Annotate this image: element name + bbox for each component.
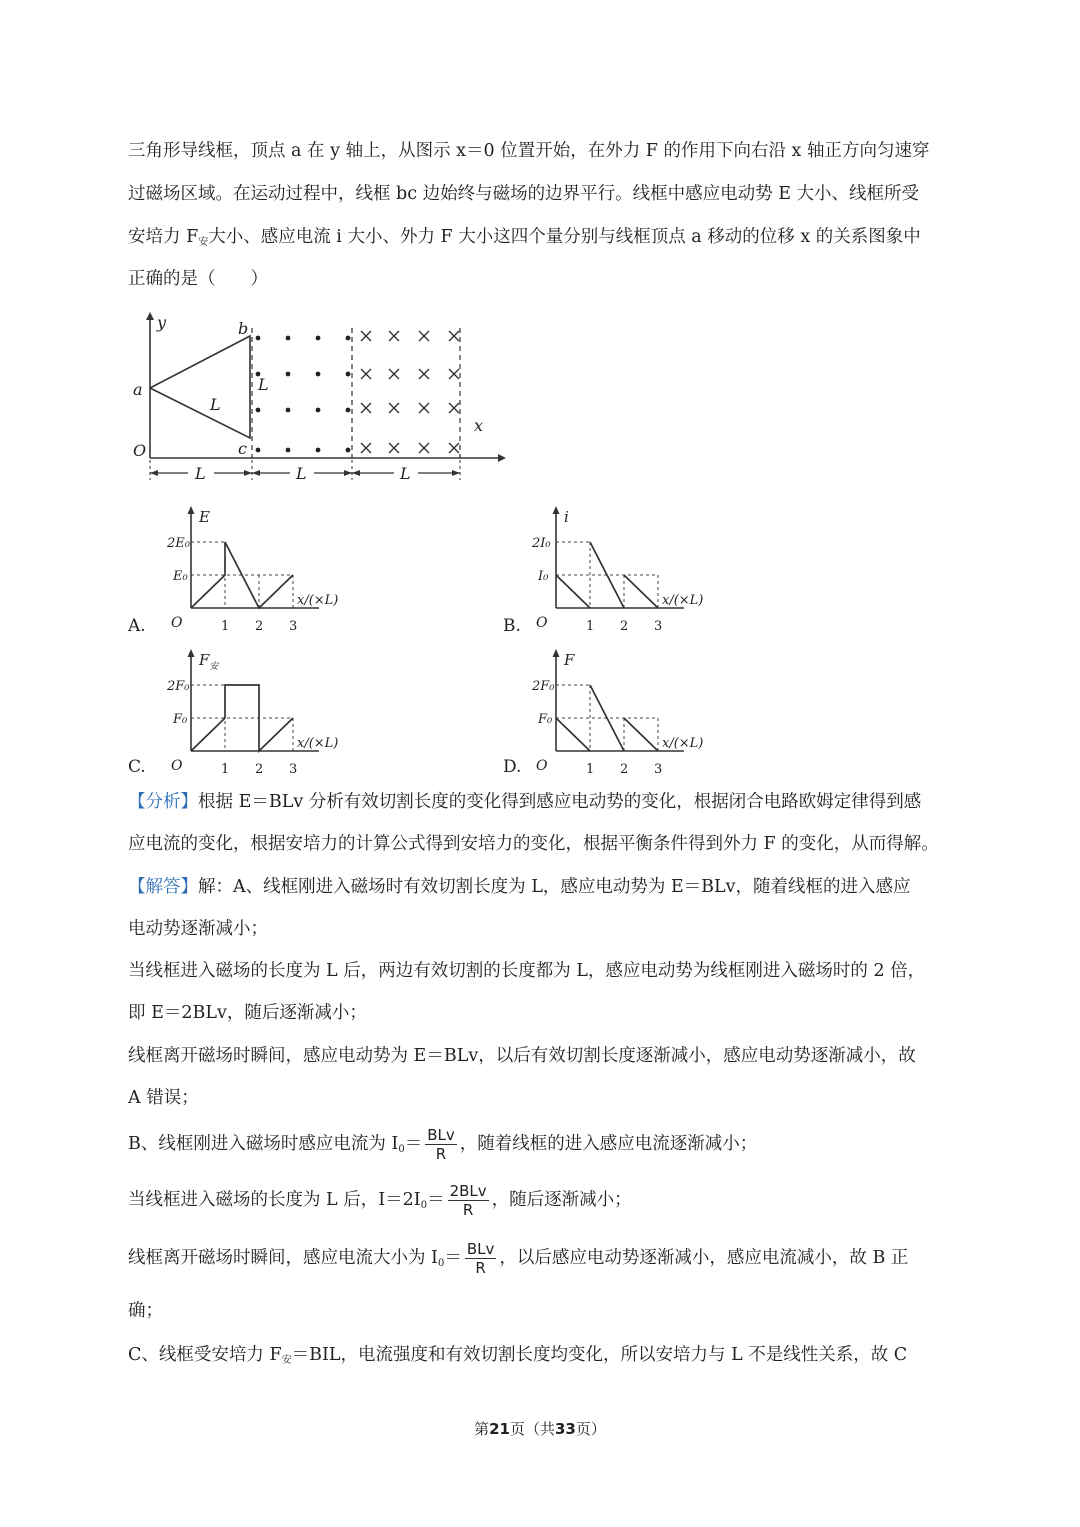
option-a-label: A.: [128, 616, 146, 636]
fraction-2blv-r: $\frac{\text{2BLv}}{R}$: [449, 1182, 487, 1219]
fraction-blv-r: $\frac{\text{BLv}}{R}$: [427, 1126, 455, 1163]
y-tick-2: 2F₀: [532, 679, 555, 694]
option-b-chart: [530, 502, 710, 632]
x-tick-3: 3: [654, 619, 663, 632]
label-y: y: [157, 313, 167, 332]
label-b: b: [238, 319, 249, 338]
option-d-chart: [530, 645, 710, 775]
x-tick-1: 1: [221, 762, 230, 775]
label-c: c: [238, 439, 247, 458]
label-L2: L: [296, 464, 307, 483]
y-axis-label-sub: 安: [209, 662, 219, 672]
label-L-side: L: [258, 375, 269, 394]
answer-line-8: 当线框进入磁场的长度为 L 后，$I=2I_0=$ $\frac{\text{2BLv}}{R}$ ，随后逐渐减小；: [128, 1182, 632, 1219]
series-line-1: [556, 575, 590, 608]
option-c-chart: [165, 645, 345, 775]
y-axis-label: E: [199, 508, 210, 526]
answer-line-5: 线框离开磁场时瞬间，感应电动势为 E＝BLv，以后有效切割长度逐渐减小，感应电动势逐渐减小，故: [128, 1046, 916, 1066]
answer-line-4: 即 E＝2BLv，随后逐渐减小；: [128, 1003, 367, 1023]
question-line-1: 三角形导线框，顶点 a 在 y 轴上，从图示 x＝0 位置开始，在外力 F 的作用下向右沿 x 轴正方向匀速穿: [128, 141, 930, 161]
y-axis-arrow: [188, 506, 195, 514]
y-axis-label: i: [564, 508, 569, 526]
question-line-4: 正确的是（ ）: [128, 269, 268, 289]
y-axis-arrow: [553, 506, 560, 514]
origin-label: O: [536, 615, 548, 631]
x-tick-3: 3: [289, 619, 298, 632]
y-tick-2: 2I₀: [532, 536, 551, 551]
y-axis-label: $F_安$: [199, 651, 219, 672]
origin-label: O: [536, 758, 548, 774]
y-axis-arrow: [553, 649, 560, 657]
x-axis-label: x/(×L): [662, 736, 704, 751]
analysis-line-2: 应电流的变化，根据安培力的计算公式得到安培力的变化，根据平衡条件得到外力 F 的变化，从而得解。: [128, 834, 939, 854]
y-tick-1: F₀: [538, 712, 553, 727]
answer-line-10: 确；: [128, 1301, 163, 1321]
answer-line-9: 线框离开磁场时瞬间，感应电流大小为 $I_0=$ $\frac{\text{BLv}}{R}$ ，以后感应电动势逐渐减小，感应电流减小，故 B 正: [128, 1240, 909, 1277]
fraction-blv-r-2: $\frac{\text{BLv}}{R}$: [466, 1240, 495, 1277]
origin-label: O: [171, 615, 183, 631]
main-figure: [128, 308, 508, 490]
x-axis-label: x/(×L): [297, 736, 339, 751]
answer-tag: 【解答】: [128, 877, 198, 897]
answer-line-11: C、线框受安培力 $F_安=BIL$，电流强度和有效切割长度均变化，所以安培力与 L 不是线性关系，故 C: [128, 1345, 908, 1366]
x-tick-1: 1: [586, 619, 595, 632]
label-x: x: [474, 416, 484, 435]
answer-line-7: B、线框刚进入磁场时感应电流为 $I_0=$ $\frac{\text{BLv}}{R}$ ，随着线框的进入感应电流逐渐减小；: [128, 1126, 758, 1163]
series-line-1: [556, 718, 590, 751]
y-tick-1: I₀: [538, 569, 549, 584]
y-tick-2: 2E₀: [167, 536, 190, 551]
page-footer: 第21页（共33页）: [474, 1420, 606, 1438]
option-d-label: D.: [503, 757, 522, 777]
label-a: a: [133, 380, 143, 399]
answer-line-1: 【解答】解：A、线框刚进入磁场时有效切割长度为 L，感应电动势为 E＝BLv，随着线框的进入感应: [128, 877, 911, 897]
x-tick-3: 3: [289, 762, 298, 775]
question-line-3: 安培力 $F_安$大小、感应电流 i 大小、外力 F 大小这四个量分别与线框顶点 a 移动的位移 x 的关系图象中: [128, 227, 921, 248]
series-line-3: [624, 575, 658, 608]
label-L3: L: [400, 464, 411, 483]
x-axis-label: x/(×L): [662, 593, 704, 608]
series-line-3: [624, 718, 658, 751]
x-axis-label: x/(×L): [297, 593, 339, 608]
x-tick-2: 2: [620, 619, 629, 632]
option-c-label: C.: [128, 757, 146, 777]
x-tick-1: 1: [221, 619, 230, 632]
answer-line-2: 电动势逐渐减小；: [128, 919, 268, 939]
analysis-line-1: 【分析】根据 E＝BLv 分析有效切割长度的变化得到感应电动势的变化，根据闭合电路欧姆定律得到感: [128, 792, 922, 812]
answer-line-3: 当线框进入磁场的长度为 L 后，两边有效切割的长度都为 L，感应电动势为线框刚进入磁场时的 2 倍，: [128, 961, 926, 981]
x-tick-2: 2: [255, 619, 264, 632]
origin-label: O: [171, 758, 183, 774]
label-origin: O: [133, 441, 147, 460]
x-tick-1: 1: [586, 762, 595, 775]
x-tick-2: 2: [620, 762, 629, 775]
y-tick-1: F₀: [173, 712, 188, 727]
option-b-label: B.: [503, 616, 521, 636]
label-L1: L: [195, 464, 206, 483]
y-tick-2: 2F₀: [167, 679, 190, 694]
y-axis-arrow: [188, 649, 195, 657]
question-line-2: 过磁场区域。在运动过程中，线框 bc 边始终与磁场的边界平行。线框中感应电动势 E 大小、线框所受: [128, 184, 920, 204]
x-tick-2: 2: [255, 762, 264, 775]
label-L-inner: L: [210, 395, 221, 414]
y-axis-label: F: [564, 651, 575, 669]
option-a-chart: [165, 502, 345, 632]
analysis-tag: 【分析】: [128, 792, 198, 812]
x-tick-3: 3: [654, 762, 663, 775]
answer-line-6: A 错误；: [128, 1088, 199, 1108]
y-tick-1: E₀: [173, 569, 188, 584]
